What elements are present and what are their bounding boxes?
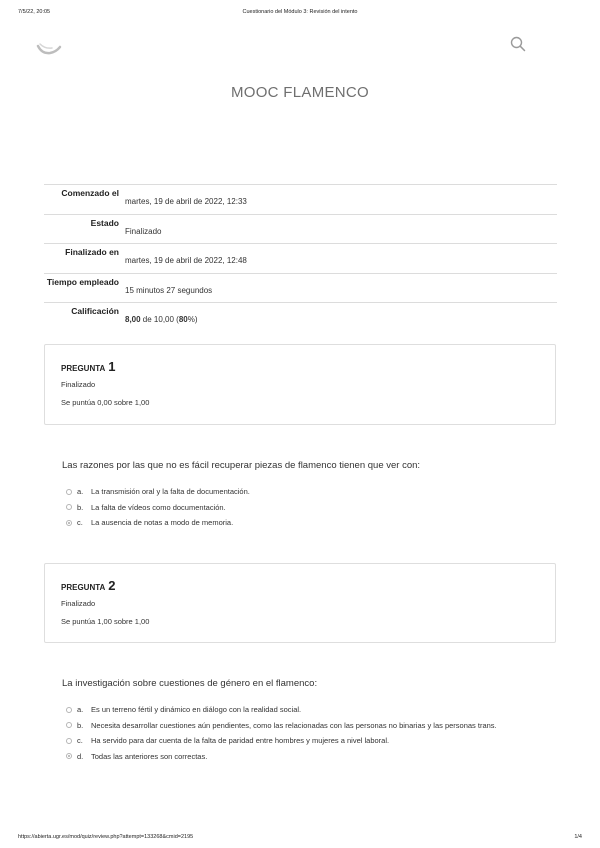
summary-value: martes, 19 de abril de 2022, 12:33 (125, 197, 247, 206)
summary-row-grade (44, 302, 557, 332)
answer-letter: b. (77, 502, 84, 512)
radio-button[interactable] (66, 707, 72, 713)
question-text: La investigación sobre cuestiones de género en el flamenco: (62, 678, 318, 689)
summary-label: Tiempo empleado (46, 276, 119, 287)
question-grade: Se puntúa 0,00 sobre 1,00 (61, 398, 150, 407)
question-state: Finalizado (61, 599, 96, 608)
radio-button[interactable] (66, 504, 72, 510)
attempt-summary-table (44, 184, 557, 332)
summary-value: 15 minutos 27 segundos (125, 285, 213, 295)
radio-button[interactable] (66, 738, 72, 744)
answer-letter: c. (77, 736, 83, 745)
question-info-box (44, 344, 556, 425)
answer-text: La ausencia de notas a modo de memoria. (91, 518, 234, 527)
summary-row-finished (44, 243, 557, 273)
answer-option[interactable] (66, 501, 536, 515)
radio-button[interactable] (66, 489, 72, 495)
answer-letter: c. (77, 518, 83, 527)
question-number: 2 (108, 578, 116, 593)
summary-value: Finalizado (125, 226, 162, 236)
summary-row-state (44, 214, 557, 244)
summary-label: Finalizado en (65, 247, 119, 258)
print-page-number: 1/4 (574, 834, 582, 840)
search-icon[interactable] (510, 36, 526, 52)
summary-value: martes, 19 de abril de 2022, 12:48 (125, 256, 247, 266)
radio-button-selected[interactable] (66, 753, 72, 759)
question-grade: Se puntúa 1,00 sobre 1,00 (61, 617, 150, 626)
answer-letter: d. (77, 751, 84, 761)
question-heading-label: PREGUNTA (61, 583, 106, 592)
print-title: Cuestionario del Módulo 3: Revisión del intento (242, 9, 358, 15)
answer-option[interactable] (66, 485, 536, 499)
question-text: Las razones por las que no es fácil recuperar piezas de flamenco tienen que ver con: (62, 460, 421, 471)
answer-option[interactable] (66, 516, 536, 530)
summary-label: Calificación (71, 306, 119, 317)
answer-text: Ha servido para dar cuenta de la falta de paridad entre hombres y mujeres a nivel laboral. (91, 736, 390, 745)
question-heading (61, 578, 116, 593)
question-heading-label: PREGUNTA (61, 364, 106, 373)
answer-text: Necesita desarrollar cuestiones aún pendientes, como las relacionadas con las personas no binarias y las personas trans. (91, 720, 497, 730)
answer-option[interactable] (66, 734, 536, 748)
print-url[interactable]: https://abierta.ugr.es/mod/quiz/review.php?attempt=133268&cmid=2195 (18, 834, 194, 840)
summary-label: Comenzado el (61, 188, 119, 198)
question-state: Finalizado (61, 380, 96, 389)
answer-letter: a. (77, 487, 84, 496)
answer-text: La transmisión oral y la falta de documentación. (91, 487, 250, 496)
grade-end: %) (187, 315, 198, 325)
answer-option[interactable] (66, 719, 536, 733)
answer-list (66, 485, 536, 530)
grade-percent: 80 (178, 315, 188, 325)
grade-mid: de 10,00 ( (140, 315, 179, 325)
question-info-box (44, 563, 556, 643)
question-heading (61, 359, 116, 374)
answer-text: La falta de vídeos como documentación. (91, 502, 226, 512)
summary-row-started (44, 184, 557, 214)
summary-row-time (44, 273, 557, 303)
answer-option[interactable] (66, 703, 536, 717)
answer-text: Todas las anteriores son correctas. (91, 751, 208, 761)
grade-value (119, 303, 198, 332)
answer-letter: b. (77, 720, 84, 730)
radio-button[interactable] (66, 722, 72, 728)
print-datetime: 7/5/22, 20:05 (18, 9, 51, 15)
answer-letter: a. (77, 705, 84, 714)
question-number: 1 (108, 359, 116, 374)
grade-score: 8,00 (125, 315, 141, 325)
answer-option[interactable] (66, 750, 536, 764)
answer-list (66, 703, 536, 764)
answer-text: Es un terreno fértil y dinámico en diálogo con la realidad social. (91, 705, 302, 714)
radio-button-selected[interactable] (66, 520, 72, 526)
summary-label: Estado (90, 217, 119, 228)
site-title[interactable]: MOOC FLAMENCO (230, 84, 370, 101)
logo-icon[interactable] (36, 38, 62, 58)
